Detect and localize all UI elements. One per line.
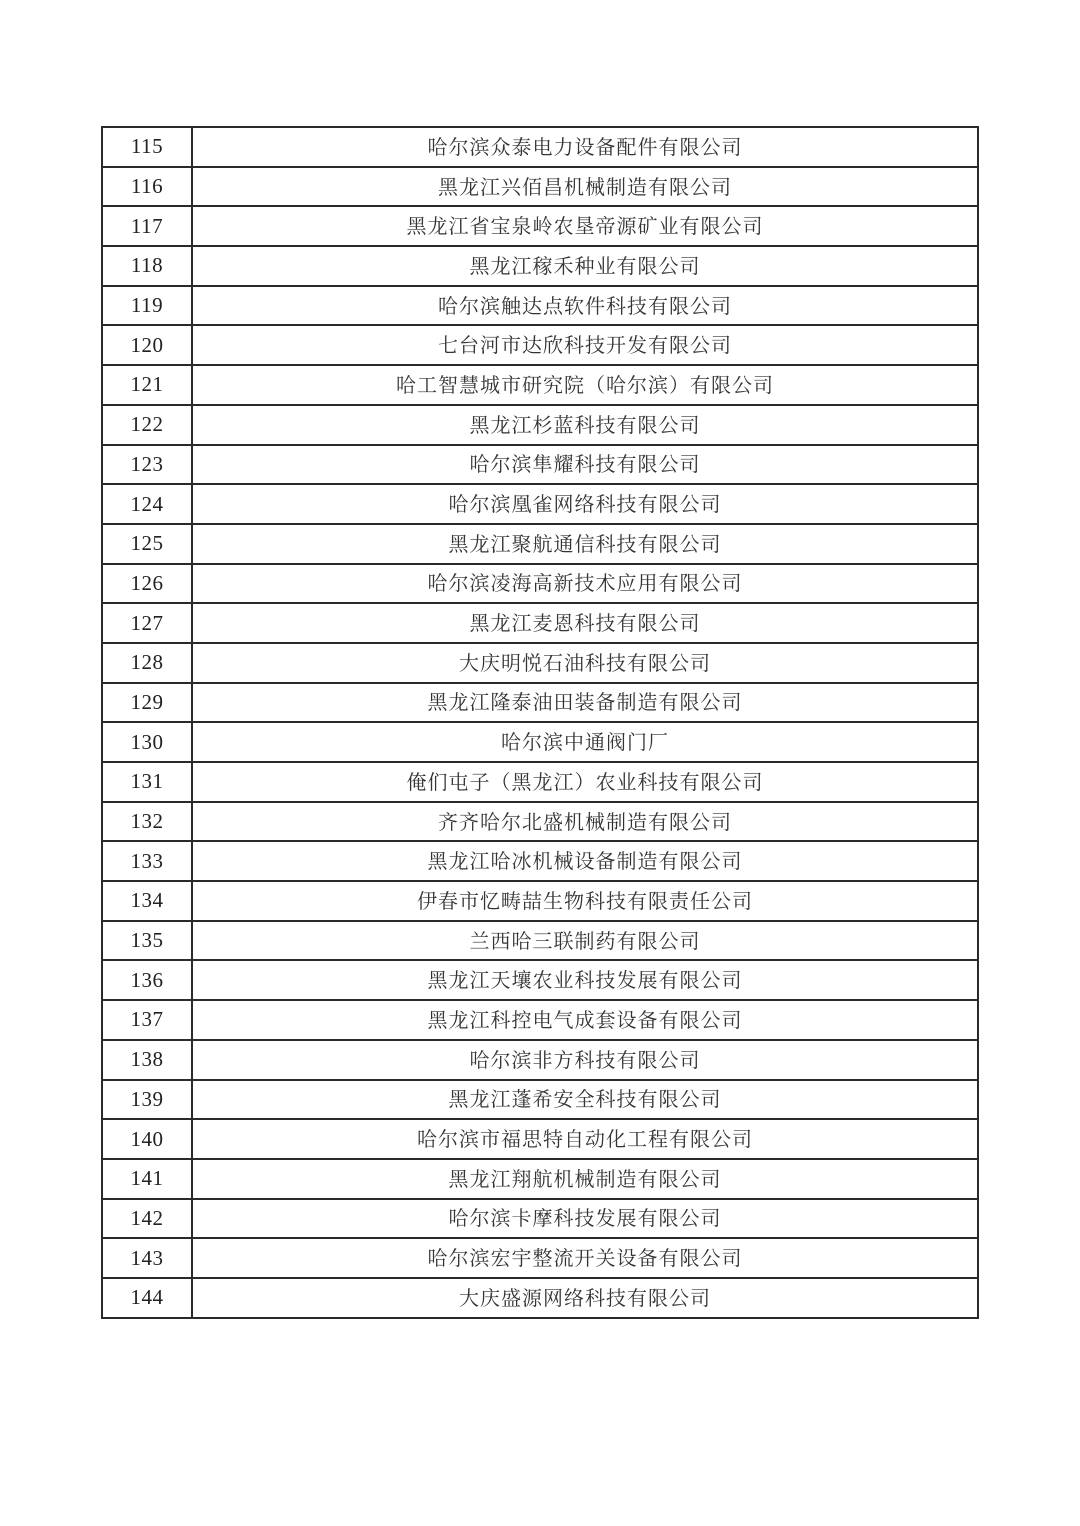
- company-name: 黑龙江稼禾种业有限公司: [192, 246, 978, 286]
- row-number: 139: [102, 1080, 192, 1120]
- table-row: [102, 286, 978, 326]
- table-row: [102, 206, 978, 246]
- row-number: 121: [102, 365, 192, 405]
- row-number: 144: [102, 1278, 192, 1318]
- row-number: 142: [102, 1199, 192, 1239]
- company-name: 大庆明悦石油科技有限公司: [192, 643, 978, 683]
- row-number: 133: [102, 841, 192, 881]
- company-name: 哈尔滨卡摩科技发展有限公司: [192, 1199, 978, 1239]
- table-row: [102, 484, 978, 524]
- row-number: 118: [102, 246, 192, 286]
- company-name: 哈尔滨众泰电力设备配件有限公司: [192, 127, 978, 167]
- company-name: 黑龙江蓬希安全科技有限公司: [192, 1080, 978, 1120]
- table-row: [102, 1080, 978, 1120]
- row-number: 127: [102, 603, 192, 643]
- company-name: 黑龙江隆泰油田装备制造有限公司: [192, 683, 978, 723]
- row-number: 116: [102, 167, 192, 207]
- table-row: [102, 921, 978, 961]
- table-row: [102, 841, 978, 881]
- table-row: [102, 960, 978, 1000]
- company-name: 兰西哈三联制药有限公司: [192, 921, 978, 961]
- row-number: 140: [102, 1119, 192, 1159]
- row-number: 143: [102, 1238, 192, 1278]
- company-name: 黑龙江兴佰昌机械制造有限公司: [192, 167, 978, 207]
- company-name: 黑龙江省宝泉岭农垦帝源矿业有限公司: [192, 206, 978, 246]
- row-number: 136: [102, 960, 192, 1000]
- company-name: 黑龙江聚航通信科技有限公司: [192, 524, 978, 564]
- company-name: 哈工智慧城市研究院（哈尔滨）有限公司: [192, 365, 978, 405]
- table-row: [102, 881, 978, 921]
- row-number: 115: [102, 127, 192, 167]
- table-row: [102, 1159, 978, 1199]
- company-list-body: [102, 127, 978, 1318]
- row-number: 122: [102, 405, 192, 445]
- company-name: 哈尔滨隼耀科技有限公司: [192, 445, 978, 485]
- row-number: 137: [102, 1000, 192, 1040]
- company-name: 哈尔滨非方科技有限公司: [192, 1040, 978, 1080]
- row-number: 123: [102, 445, 192, 485]
- row-number: 131: [102, 762, 192, 802]
- company-name: 黑龙江杉蓝科技有限公司: [192, 405, 978, 445]
- company-name: 黑龙江翔航机械制造有限公司: [192, 1159, 978, 1199]
- table-row: [102, 683, 978, 723]
- table-row: [102, 802, 978, 842]
- company-name: 大庆盛源网络科技有限公司: [192, 1278, 978, 1318]
- row-number: 125: [102, 524, 192, 564]
- row-number: 130: [102, 722, 192, 762]
- company-name: 哈尔滨触达点软件科技有限公司: [192, 286, 978, 326]
- table-row: [102, 1040, 978, 1080]
- table-row: [102, 564, 978, 604]
- company-name: 黑龙江麦恩科技有限公司: [192, 603, 978, 643]
- table-row: [102, 1000, 978, 1040]
- row-number: 129: [102, 683, 192, 723]
- company-name: 哈尔滨凰雀网络科技有限公司: [192, 484, 978, 524]
- table-row: [102, 365, 978, 405]
- row-number: 135: [102, 921, 192, 961]
- company-name: 黑龙江天壤农业科技发展有限公司: [192, 960, 978, 1000]
- table-row: [102, 1119, 978, 1159]
- table-row: [102, 167, 978, 207]
- company-name: 哈尔滨宏宇整流开关设备有限公司: [192, 1238, 978, 1278]
- row-number: 120: [102, 325, 192, 365]
- row-number: 128: [102, 643, 192, 683]
- company-list-table: [101, 126, 979, 1319]
- table-row: [102, 1199, 978, 1239]
- table-row: [102, 643, 978, 683]
- table-row: [102, 1238, 978, 1278]
- row-number: 134: [102, 881, 192, 921]
- company-name: 齐齐哈尔北盛机械制造有限公司: [192, 802, 978, 842]
- table-row: [102, 524, 978, 564]
- row-number: 141: [102, 1159, 192, 1199]
- row-number: 124: [102, 484, 192, 524]
- table-row: [102, 1278, 978, 1318]
- table-row: [102, 722, 978, 762]
- company-name: 黑龙江科控电气成套设备有限公司: [192, 1000, 978, 1040]
- row-number: 119: [102, 286, 192, 326]
- row-number: 117: [102, 206, 192, 246]
- company-name: 哈尔滨中通阀门厂: [192, 722, 978, 762]
- row-number: 126: [102, 564, 192, 604]
- company-name: 哈尔滨凌海高新技术应用有限公司: [192, 564, 978, 604]
- table-row: [102, 127, 978, 167]
- table-row: [102, 405, 978, 445]
- table-row: [102, 762, 978, 802]
- company-name: 俺们屯子（黑龙江）农业科技有限公司: [192, 762, 978, 802]
- table-row: [102, 325, 978, 365]
- table-row: [102, 246, 978, 286]
- row-number: 138: [102, 1040, 192, 1080]
- company-name: 黑龙江哈冰机械设备制造有限公司: [192, 841, 978, 881]
- table-row: [102, 603, 978, 643]
- row-number: 132: [102, 802, 192, 842]
- table-row: [102, 445, 978, 485]
- company-name: 七台河市达欣科技开发有限公司: [192, 325, 978, 365]
- company-name: 哈尔滨市福思特自动化工程有限公司: [192, 1119, 978, 1159]
- company-name: 伊春市忆畴喆生物科技有限责任公司: [192, 881, 978, 921]
